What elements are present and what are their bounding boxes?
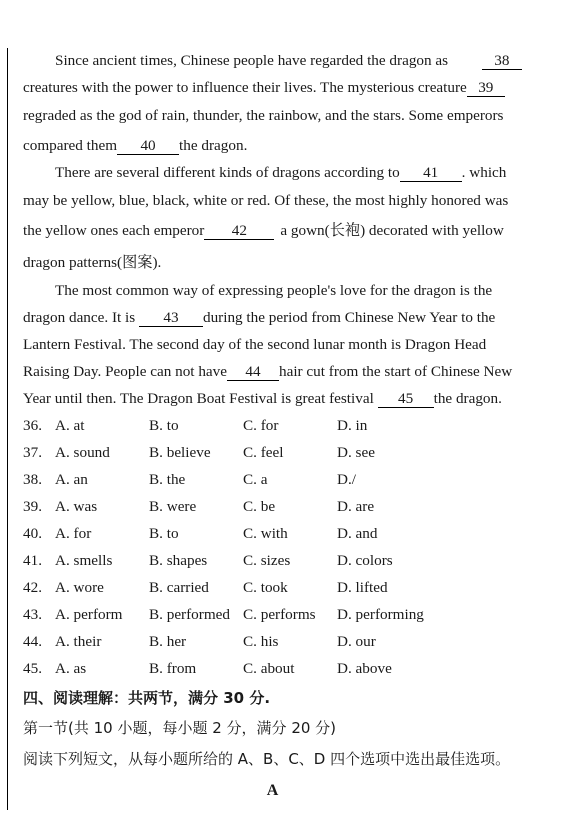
text-segment: the dragon. — [433, 390, 502, 407]
question-number: 42. — [23, 579, 42, 596]
text-segment: There are several different kinds of dragons according to — [55, 164, 400, 181]
option-d: D. performing — [337, 606, 424, 623]
blank-44: 44 — [227, 364, 279, 381]
option-b: B. shapes — [149, 552, 208, 569]
option-d: D. colors — [337, 552, 393, 569]
blank-43: 43 — [139, 310, 203, 327]
text-segment: Raising Day. People can not have — [23, 363, 227, 380]
option-c: C. a — [243, 471, 268, 488]
option-d: D. above — [337, 660, 392, 677]
option-d: D./ — [337, 471, 356, 488]
blank-40: 40 — [117, 138, 179, 155]
passage-label: A — [266, 782, 279, 799]
option-a: A. was — [55, 498, 98, 515]
question-number: 37. — [23, 444, 42, 461]
option-b: B. to — [149, 525, 179, 542]
p3-line-1: The most common way of expressing people's love for the dragon is the — [55, 282, 493, 299]
option-b: B. her — [149, 633, 187, 650]
p2-line-1 — [55, 164, 506, 182]
option-d: D. and — [337, 525, 378, 542]
option-a: A. an — [55, 471, 88, 488]
question-number: 36. — [23, 417, 42, 434]
text-segment: Year until then. The Dragon Boat Festival is great festival — [23, 390, 374, 407]
p3-line-4 — [23, 363, 512, 381]
option-d: D. see — [337, 444, 375, 461]
p2-line-4: dragon patterns(图案). — [23, 254, 162, 271]
p2-line-3 — [23, 219, 504, 240]
blank-39: 39 — [467, 80, 505, 97]
text-segment: Since ancient times, Chinese people have regarded the dragon as — [55, 52, 449, 69]
text-segment: dragon dance. It is — [23, 309, 136, 326]
question-number: 43. — [23, 606, 42, 623]
p3-line-2 — [23, 309, 495, 327]
blank-38: 38 — [482, 53, 522, 70]
option-b: B. carried — [149, 579, 209, 596]
blank-42: 42 — [204, 223, 274, 240]
option-c: C. his — [243, 633, 279, 650]
question-number: 40. — [23, 525, 42, 542]
p1-line-3: regraded as the god of rain, thunder, the rainbow, and the stars. Some emperors — [23, 107, 504, 124]
p1-line-1 — [55, 52, 522, 70]
blank-41: 41 — [400, 165, 462, 182]
blank-45: 45 — [378, 391, 434, 408]
text-segment: the dragon. — [179, 137, 248, 154]
option-b: B. believe — [149, 444, 211, 461]
option-d: D. in — [337, 417, 368, 434]
question-number: 44. — [23, 633, 42, 650]
p1-line-4 — [23, 137, 247, 155]
question-number: 39. — [23, 498, 42, 515]
option-d: D. lifted — [337, 579, 388, 596]
text-segment: hair cut from the start of Chinese New — [279, 363, 513, 380]
option-c: C. with — [243, 525, 288, 542]
option-c: C. sizes — [243, 552, 291, 569]
option-c: C. feel — [243, 444, 284, 461]
option-a: A. their — [55, 633, 102, 650]
p3-line-3: Lantern Festival. The second day of the second lunar month is Dragon Head — [23, 336, 487, 353]
option-a: A. at — [55, 417, 85, 434]
option-b: B. were — [149, 498, 197, 515]
option-a: A. wore — [55, 579, 104, 596]
text-segment: compared them — [23, 137, 118, 154]
option-a: A. perform — [55, 606, 123, 623]
option-a: A. sound — [55, 444, 110, 461]
option-b: B. the — [149, 471, 186, 488]
text-segment: creatures with the power to influence their lives. The mysterious creature — [23, 79, 467, 96]
option-b: B. from — [149, 660, 197, 677]
text-segment: the yellow ones each emperor — [23, 222, 205, 239]
option-c: C. took — [243, 579, 288, 596]
section-heading: 四、阅读理解：共两节，满分 30 分. — [23, 689, 271, 707]
question-number: 41. — [23, 552, 42, 569]
option-a: A. smells — [55, 552, 113, 569]
text-segment: a gown(长袍) decorated with yellow — [280, 222, 504, 239]
text-segment: during the period from Chinese New Year to the — [202, 309, 496, 326]
option-b: B. to — [149, 417, 179, 434]
option-d: D. are — [337, 498, 375, 515]
option-c: C. about — [243, 660, 295, 677]
option-b: B. performed — [149, 606, 230, 623]
option-a: A. for — [55, 525, 92, 542]
question-number: 38. — [23, 471, 42, 488]
part-one-heading: 第一节(共 10 小题，每小题 2 分，满分 20 分) — [23, 719, 337, 737]
option-a: A. as — [55, 660, 87, 677]
instructions: 阅读下列短文，从每小题所给的 A、B、C、D 四个选项中选出最佳选项。 — [23, 750, 511, 768]
p1-line-2 — [23, 79, 505, 97]
p2-line-2: may be yellow, blue, black, white or red. Of these, the most highly honored was — [23, 192, 509, 209]
p3-line-5 — [23, 390, 502, 408]
option-c: C. for — [243, 417, 279, 434]
option-c: C. performs — [243, 606, 316, 623]
question-number: 45. — [23, 660, 42, 677]
option-c: C. be — [243, 498, 276, 515]
text-segment: . which — [461, 164, 507, 181]
option-d: D. our — [337, 633, 376, 650]
